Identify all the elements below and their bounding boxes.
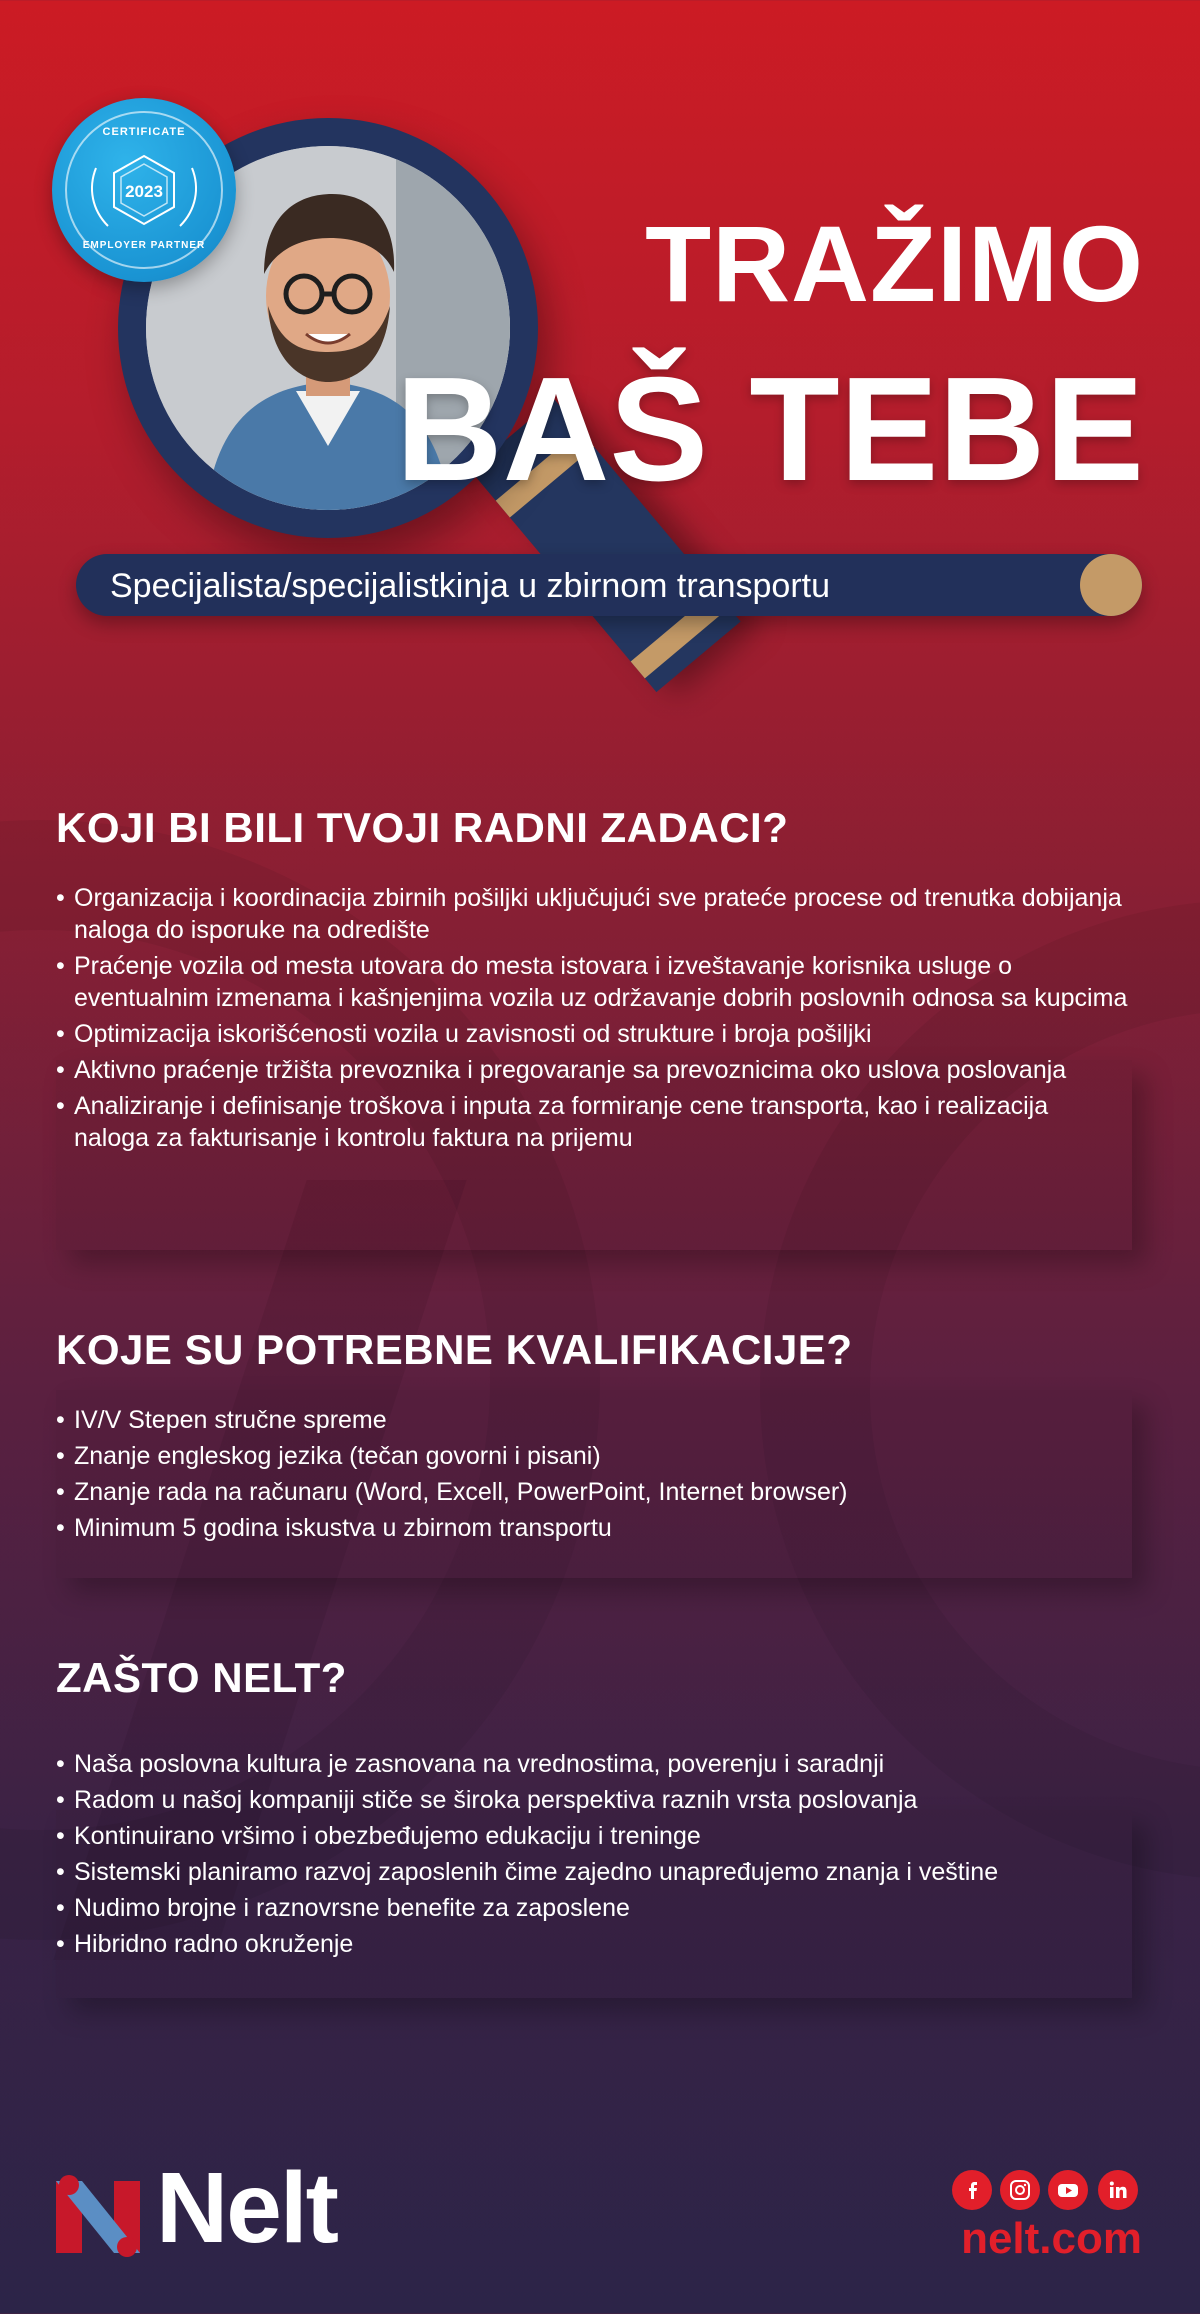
job-title-pill xyxy=(76,554,1142,616)
instagram-icon[interactable] xyxy=(1000,2170,1040,2210)
list-item: • Znanje engleskog jezika (tečan govorni i pisani) xyxy=(56,1440,1128,1472)
badge-top-text: CERTIFICATE xyxy=(102,126,186,138)
list-item: • Radom u našoj kompaniji stiče se široka perspektiva raznih vrsta poslovanja xyxy=(56,1784,1128,1816)
list-item: • IV/V Stepen stručne spreme xyxy=(56,1404,1128,1436)
why-section xyxy=(56,1654,1128,1964)
linkedin-icon[interactable] xyxy=(1098,2170,1138,2210)
why-list xyxy=(56,1748,1128,1960)
list-item: • Naša poslovna kultura je zasnovana na vrednostima, poverenju i saradnji xyxy=(56,1748,1128,1780)
list-item: • Kontinuirano vršimo i obezbeđujemo edukaciju i treninge xyxy=(56,1820,1128,1852)
list-item: • Minimum 5 godina iskustva u zbirnom transportu xyxy=(56,1512,1128,1544)
list-item: • Analiziranje i definisanje troškova i inputa za formiranje cene transporta, kao i realizacija naloga za fakturisanje i kontrolu faktura na prijemu xyxy=(56,1090,1128,1154)
tasks-list xyxy=(56,882,1128,1154)
tasks-section xyxy=(56,804,1128,1158)
badge-year: 2023 xyxy=(125,182,163,201)
website-link[interactable]: nelt.com xyxy=(961,2214,1142,2263)
nelt-logo-text: Nelt xyxy=(156,2152,337,2264)
employer-partner-badge xyxy=(52,98,236,282)
facebook-icon[interactable] xyxy=(952,2170,992,2210)
qualifications-section xyxy=(56,1326,1128,1548)
nelt-logo-mark xyxy=(56,2175,140,2257)
list-item: • Sistemski planiramo razvoj zaposlenih čime zajedno unapređujemo znanja i veštine xyxy=(56,1856,1128,1888)
list-item: • Znanje rada na računaru (Word, Excell, PowerPoint, Internet browser) xyxy=(56,1476,1128,1508)
qualifications-list xyxy=(56,1404,1128,1544)
headline-line-2: BAŠ TEBE xyxy=(395,347,1144,512)
qualifications-heading: KOJE SU POTREBNE KVALIFIKACIJE? xyxy=(56,1326,853,1373)
pill-end-dot xyxy=(1080,554,1142,616)
list-item: • Optimizacija iskorišćenosti vozila u zavisnosti od strukture i broja pošiljki xyxy=(56,1018,1128,1050)
badge-bottom-text: EMPLOYER PARTNER xyxy=(82,240,206,251)
list-item: • Organizacija i koordinacija zbirnih pošiljki uključujući sve prateće procese od trenutka dobijanja naloga do isporuke na odredište xyxy=(56,882,1128,946)
list-item: • Hibridno radno okruženje xyxy=(56,1928,1128,1960)
list-item: • Aktivno praćenje tržišta prevoznika i pregovaranje sa prevoznicima oko uslova poslovanja xyxy=(56,1054,1128,1086)
why-heading: ZAŠTO NELT? xyxy=(56,1654,347,1701)
headline-line-1: TRAŽIMO xyxy=(645,203,1144,324)
list-item: • Nudimo brojne i raznovrsne benefite za zaposlene xyxy=(56,1892,1128,1924)
youtube-icon[interactable] xyxy=(1048,2170,1088,2210)
job-title: Specijalista/specijalistkinja u zbirnom transportu xyxy=(110,567,830,605)
tasks-heading: KOJI BI BILI TVOJI RADNI ZADACI? xyxy=(56,804,789,851)
list-item: • Praćenje vozila od mesta utovara do mesta istovara i izveštavanje korisnika usluge o eventualnim izmenama i kašnjenjima vozila uz održavanje dobrih poslovnih odnosa sa kupcima xyxy=(56,950,1128,1014)
